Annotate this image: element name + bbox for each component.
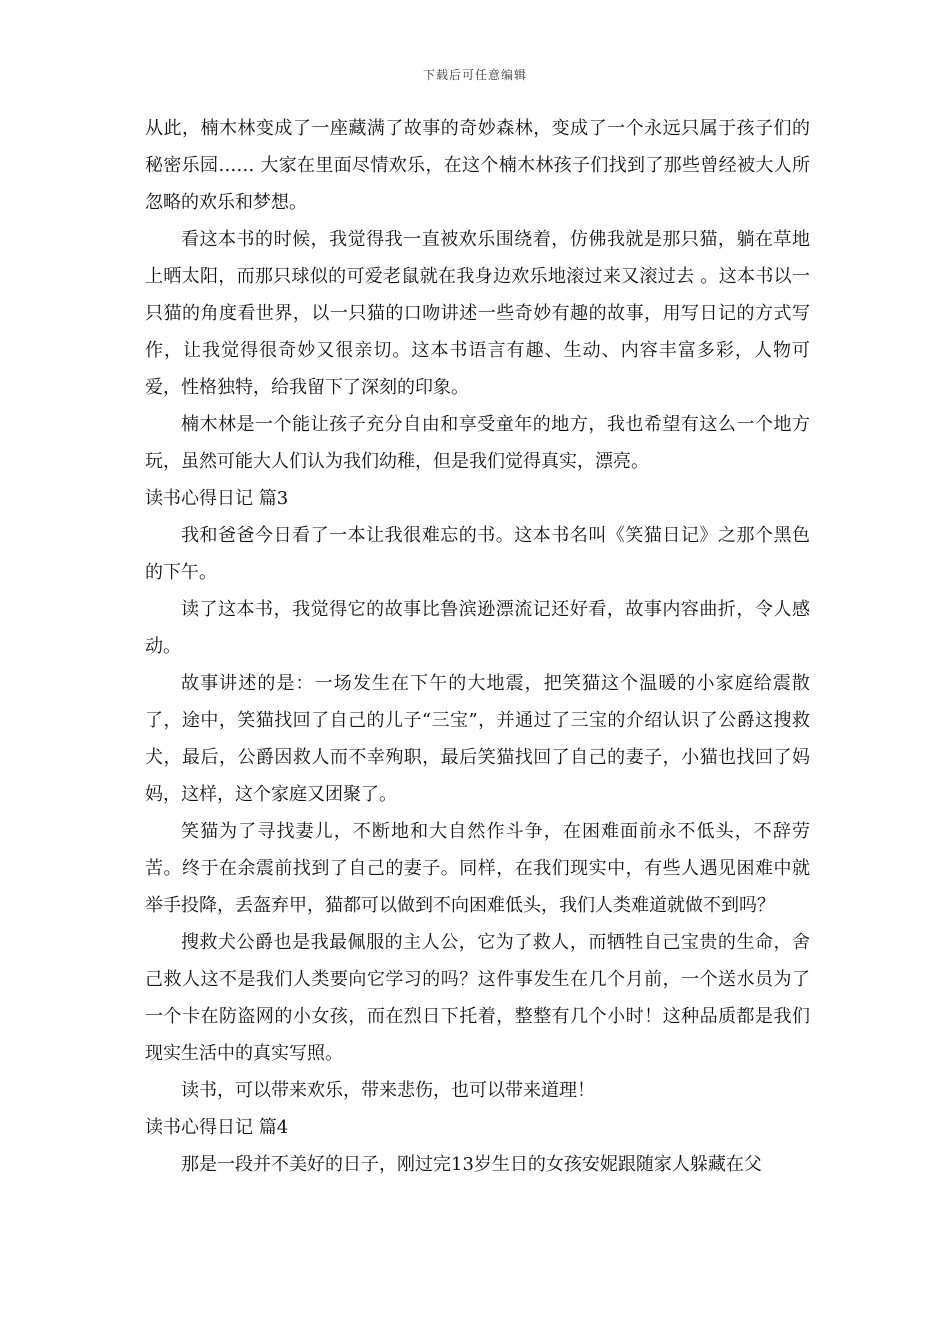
- paragraph: 那是一段并不美好的日子，刚过完13岁生日的女孩安妮跟随家人躲藏在父: [181, 1154, 762, 1175]
- section-heading: 读书心得日记 篇4: [145, 1117, 289, 1138]
- paragraph: 我和爸爸今日看了一本让我很难忘的书。这本书名叫《笑猫日记》之那个黑色的下午。: [145, 525, 810, 583]
- paragraph: 读书，可以带来欢乐，带来悲伤，也可以带来道理！: [181, 1080, 595, 1101]
- document-body: [145, 110, 810, 1183]
- paragraph: 笑猫为了寻找妻儿，不断地和大自然作斗争，在困难面前永不低头，不辞劳苦。终于在余震前找到了自己的妻子。同样，在我们现实中，有些人遇见困难中就举手投降，丢盔弃甲，猫都可以做到不向困难低头，我们人类难道就做不到吗？: [145, 821, 810, 916]
- section-heading: 读书心得日记 篇3: [145, 488, 289, 509]
- paragraph: 搜救犬公爵也是我最佩服的主人公，它为了救人，而牺牲自己宝贵的生命，舍己救人这不是我们人类要向它学习的吗？这件事发生在几个月前，一个送水员为了一个卡在防盗网的小女孩，而在烈日下托着，整整有几个小时！这种品质都是我们现实生活中的真实写照。: [145, 932, 810, 1064]
- paragraph: 看这本书的时候，我觉得我一直被欢乐围绕着，仿佛我就是那只猫，躺在草地上晒太阳，而那只球似的可爱老鼠就在我身边欢乐地滚过来又滚过去 。这本书以一只猫的角度看世界，以一只猫的口吻讲述一些奇妙有趣的故事，用写日记的方式写作，让我觉得很奇妙又很亲切。这本书语言有趣、生动、内容丰富多彩，人物可爱，性格独特，给我留下了深刻的印象。: [145, 229, 810, 398]
- page-header: 下载后可任意编辑: [422, 68, 527, 82]
- paragraph: 楠木林是一个能让孩子充分自由和享受童年的地方，我也希望有这么一个地方玩，虽然可能大人们认为我们幼稚，但是我们觉得真实，漂亮。: [145, 414, 810, 472]
- paragraph: 读了这本书，我觉得它的故事比鲁滨逊漂流记还好看，故事内容曲折，令人感动。: [145, 599, 810, 657]
- paragraph: 从此，楠木林变成了一座藏满了故事的奇妙森林，变成了一个永远只属于孩子们的秘密乐园…… 大家在里面尽情欢乐，在这个楠木林孩子们找到了那些曾经被大人所忽略的欢乐和梦想。: [145, 118, 810, 213]
- paragraph: 故事讲述的是：一场发生在下午的大地震，把笑猫这个温暖的小家庭给震散了，途中，笑猫找回了自己的儿子“三宝”，并通过了三宝的介绍认识了公爵这搜救犬，最后，公爵因救人而不幸殉职，最后笑猫找回了自己的妻子，小猫也找回了妈妈，这样，这个家庭又团聚了。: [145, 673, 810, 805]
